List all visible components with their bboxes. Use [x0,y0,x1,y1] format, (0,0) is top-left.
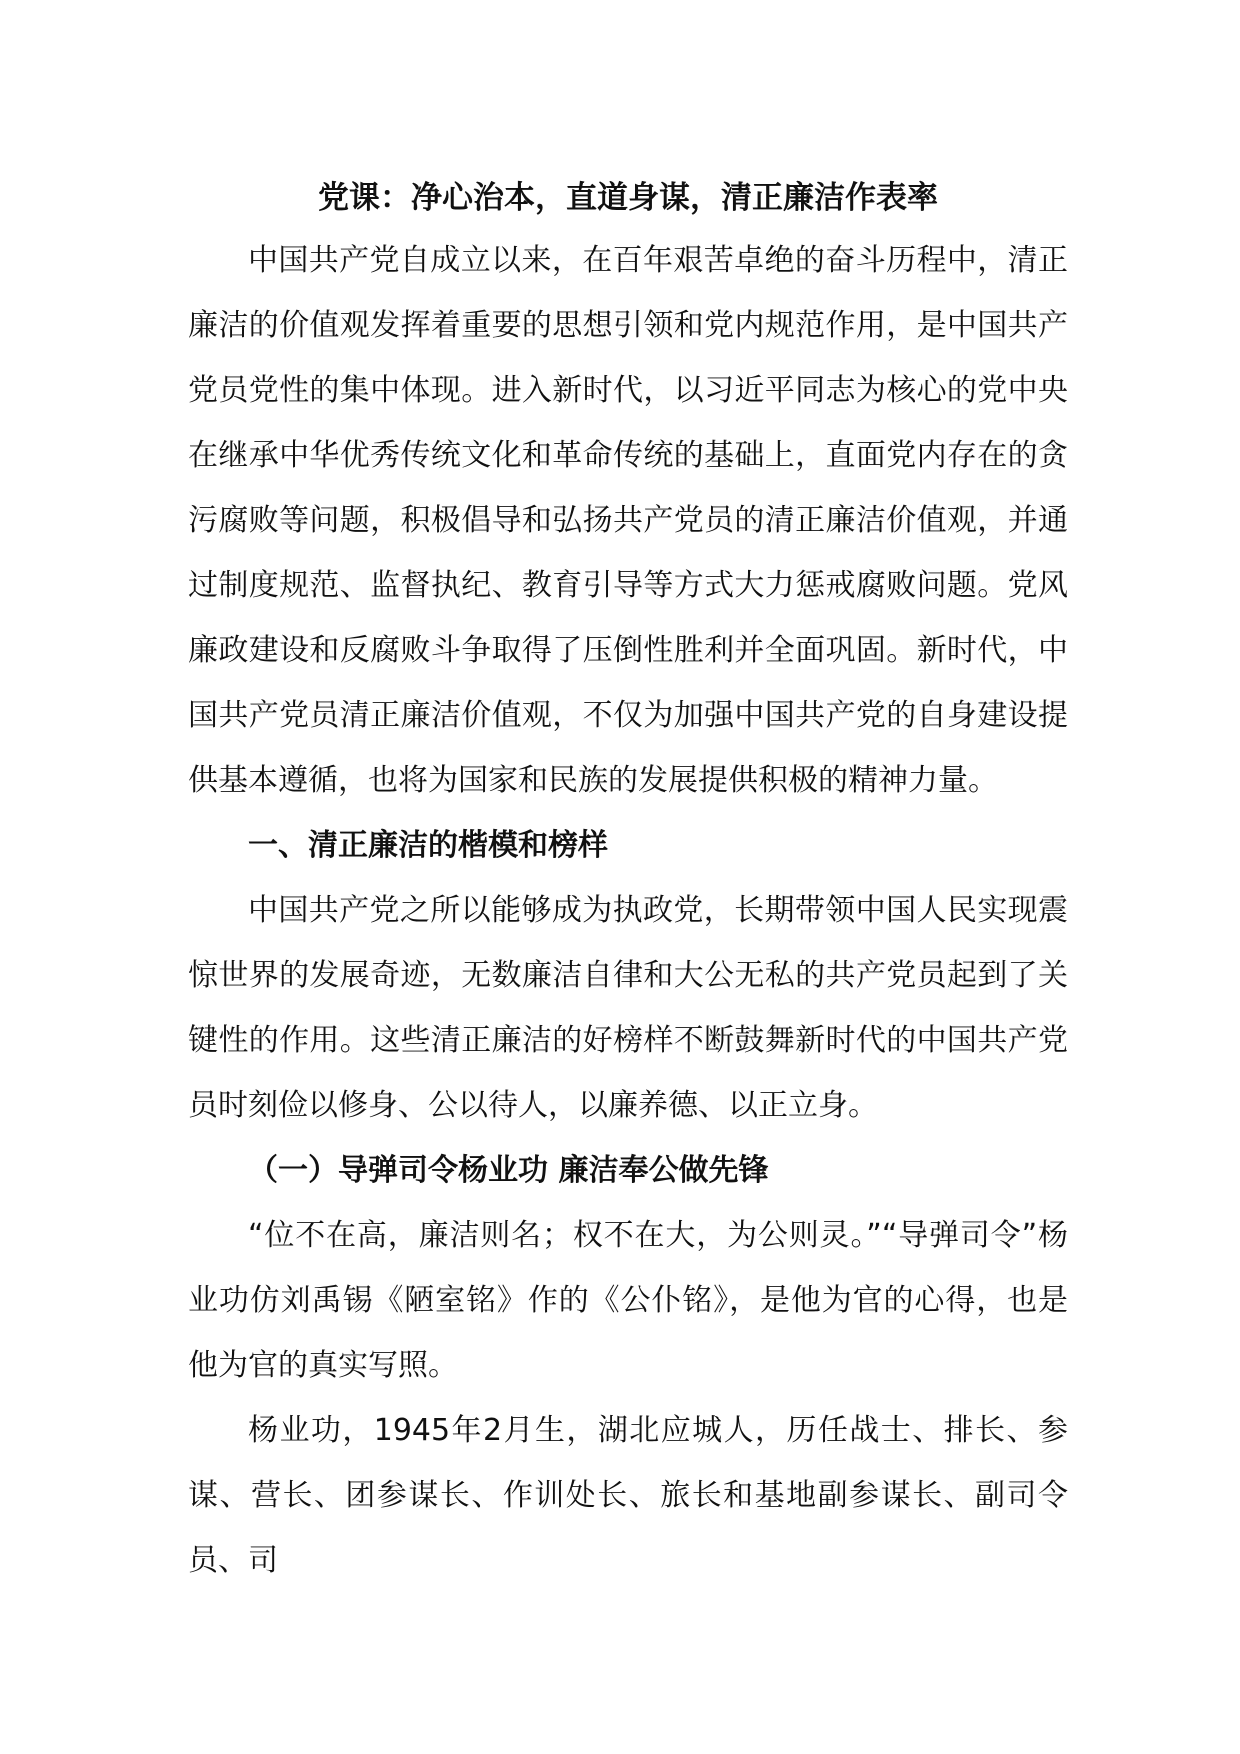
section-paragraph: 中国共产党之所以能够成为执政党，长期带领中国人民实现震惊世界的发展奇迹，无数廉洁自律和大公无私的共产党员起到了关键性的作用。这些清正廉洁的好榜样不断鼓舞新时代的中国共产党员时刻俭以修身、公以待人，以廉养德、以正立身。 [188,893,1068,1123]
document-title: 党课：净心治本，直道身谋，清正廉洁作表率 [318,180,938,216]
biography-paragraph: 杨业功，1945年2月生，湖北应城人，历任战士、排长、参谋、营长、团参谋长、作训处长、旅长和基地副参谋长、副司令员、司 [188,1413,1068,1578]
subsection-heading: （一）导弹司令杨业功 廉洁奉公做先锋 [248,1153,769,1188]
intro-paragraph: 中国共产党自成立以来，在百年艰苦卓绝的奋斗历程中，清正廉洁的价值观发挥着重要的思想引领和党内规范作用，是中国共产党员党性的集中体现。进入新时代，以习近平同志为核心的党中央在继承中华优秀传统文化和革命传统的基础上，直面党内存在的贪污腐败等问题，积极倡导和弘扬共产党员的清正廉洁价值观，并通过制度规范、监督执纪、教育引导等方式大力惩戒腐败问题。党风廉政建设和反腐败斗争取得了压倒性胜利并全面巩固。新时代，中国共产党员清正廉洁价值观，不仅为加强中国共产党的自身建设提供基本遵循，也将为国家和民族的发展提供积极的精神力量。 [188,243,1068,798]
section-heading: 一、清正廉洁的楷模和榜样 [248,828,608,863]
document-body [188,168,1068,1593]
quote-paragraph: “位不在高，廉洁则名；权不在大，为公则灵。”“导弹司令”杨业功仿刘禹锡《陋室铭》作的《公仆铭》，是他为官的心得，也是他为官的真实写照。 [188,1218,1068,1383]
